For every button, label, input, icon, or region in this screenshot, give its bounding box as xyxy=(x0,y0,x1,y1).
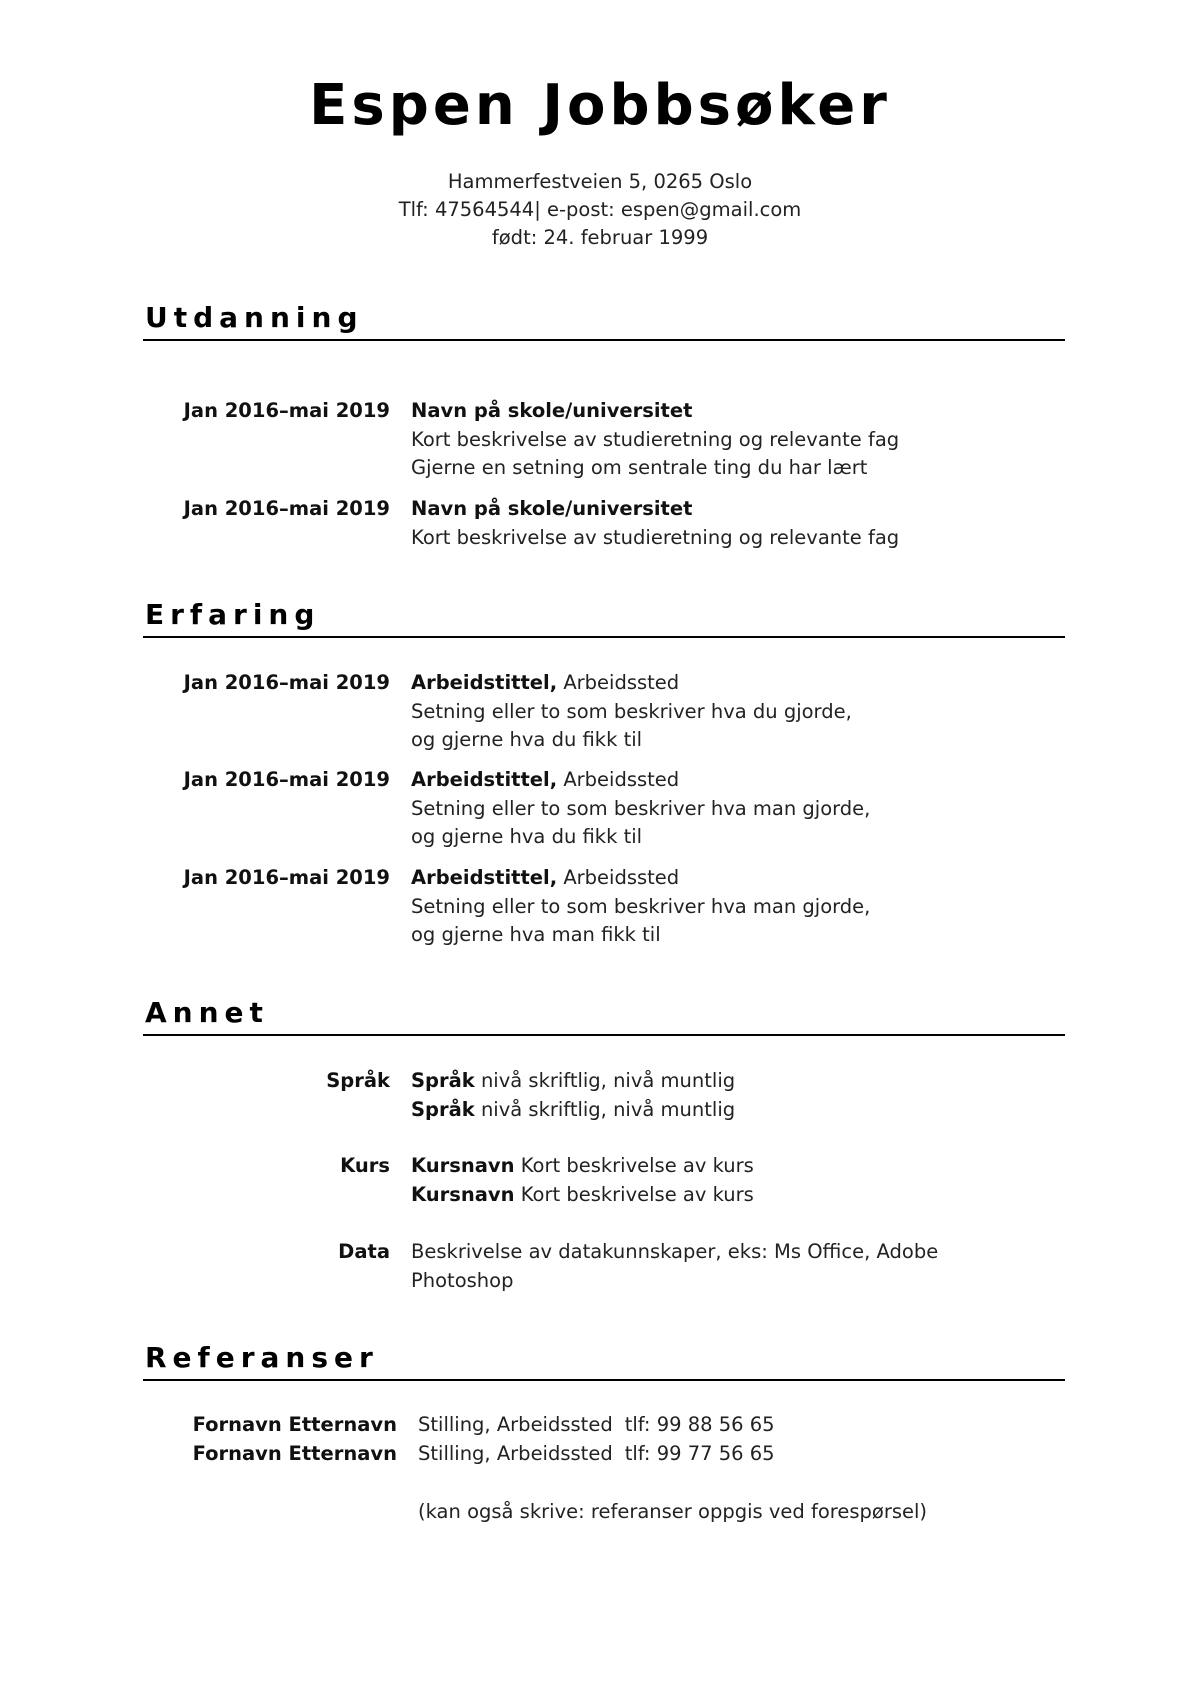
entry-line: og gjerne hva du fikk til xyxy=(411,728,643,751)
entry-line: Beskrivelse av datakunnskaper, eks: Ms Office, Adobe xyxy=(411,1240,939,1263)
entry-line: Setning eller to som beskriver hva man gjorde, xyxy=(411,796,871,820)
entry-line: og gjerne hva du fikk til xyxy=(411,825,643,848)
section-rule-education xyxy=(143,339,1065,341)
entry-line: Gjerne en setning om sentrale ting du har lært xyxy=(411,456,868,479)
language-level: nivå skriftlig, nivå muntlig xyxy=(474,1097,736,1121)
languages-label: Språk xyxy=(326,1069,390,1092)
workplace: Arbeidssted xyxy=(563,866,680,889)
entry-body xyxy=(411,766,991,852)
entry-line: Photoshop xyxy=(411,1268,514,1292)
entry-line: Kort beskrivelse av studieretning og relevante fag xyxy=(411,525,900,549)
reference-phone: tlf: 99 77 56 65 xyxy=(624,1442,775,1465)
entry-line: Setning eller to som beskriver hva man gjorde, xyxy=(411,894,871,918)
entry-date: Jan 2016–mai 2019 xyxy=(183,399,390,422)
entry-line: Kort beskrivelse av studieretning og relevante fag xyxy=(411,427,900,451)
courses-label: Kurs xyxy=(340,1154,390,1177)
entry-date: Jan 2016–mai 2019 xyxy=(183,866,390,889)
address: Hammerfestveien 5, 0265 Oslo xyxy=(447,170,753,193)
reference-name: Fornavn Etternavn xyxy=(192,1442,397,1465)
computer-skills-body xyxy=(411,1238,991,1295)
job-title: Arbeidstittel, xyxy=(411,671,558,694)
entry-date: Jan 2016–mai 2019 xyxy=(183,497,390,520)
course-name: Kursnavn xyxy=(411,1182,515,1206)
course-description: Kort beskrivelse av kurs xyxy=(514,1182,754,1206)
workplace: Arbeidssted xyxy=(563,768,680,791)
section-rule-other xyxy=(143,1034,1065,1036)
entry-line: og gjerne hva man fikk til xyxy=(411,923,661,946)
birth-date: født: 24. februar 1999 xyxy=(491,226,709,249)
reference-phone: tlf: 99 88 56 65 xyxy=(624,1413,775,1436)
section-rule-experience xyxy=(143,636,1065,638)
languages-body xyxy=(411,1067,991,1124)
section-title-references: Referanser xyxy=(145,1341,379,1374)
section-title-experience: Erfaring xyxy=(145,598,321,631)
computer-skills-label: Data xyxy=(338,1240,390,1263)
entry-body xyxy=(411,864,991,950)
job-title: Arbeidstittel, xyxy=(411,768,558,791)
entry-body xyxy=(411,495,991,552)
section-title-other: Annet xyxy=(145,996,269,1029)
section-title-education: Utdanning xyxy=(145,301,364,334)
reference-name: Fornavn Etternavn xyxy=(192,1413,397,1436)
section-rule-references xyxy=(143,1379,1065,1381)
entry-heading: Navn på skole/universitet xyxy=(411,399,693,422)
reference-position: Stilling, Arbeidssted xyxy=(418,1442,613,1465)
entry-date: Jan 2016–mai 2019 xyxy=(183,671,390,694)
entry-line: Setning eller to som beskriver hva du gjorde, xyxy=(411,699,852,723)
reference-position: Stilling, Arbeidssted xyxy=(418,1413,613,1436)
entry-heading: Navn på skole/universitet xyxy=(411,497,693,520)
entry-date: Jan 2016–mai 2019 xyxy=(183,768,390,791)
workplace: Arbeidssted xyxy=(563,671,680,694)
applicant-name: Espen Jobbsøker xyxy=(309,73,891,138)
course-description: Kort beskrivelse av kurs xyxy=(514,1154,754,1177)
courses-body xyxy=(411,1152,991,1209)
language-name: Språk xyxy=(411,1097,475,1121)
job-title: Arbeidstittel, xyxy=(411,866,558,889)
entry-body xyxy=(411,669,991,755)
language-name: Språk xyxy=(411,1069,475,1092)
contact-block xyxy=(0,168,1200,252)
phone-email: Tlf: 47564544| e-post: espen@gmail.com xyxy=(398,198,802,221)
reference-note: (kan også skrive: referanser oppgis ved forespørsel) xyxy=(418,1500,928,1523)
course-name: Kursnavn xyxy=(411,1154,515,1177)
entry-body xyxy=(411,397,991,483)
language-level: nivå skriftlig, nivå muntlig xyxy=(474,1069,736,1092)
